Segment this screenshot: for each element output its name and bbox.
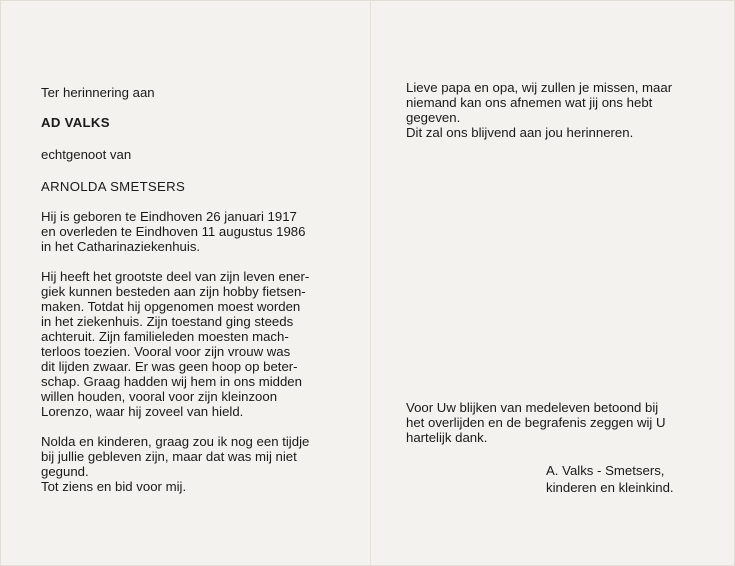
spouse-name: ARNOLDA SMETSERS [41, 179, 186, 194]
left-panel [41, 85, 326, 494]
spouse-intro-text: echtgenoot van [41, 147, 132, 162]
paragraph-line: en overleden te Eindhoven 11 augustus 1986 [41, 224, 306, 239]
intro-text: Ter herinnering aan [41, 85, 155, 100]
deceased-name: AD VALKS [41, 115, 110, 130]
paragraph-line: achteruit. Zijn familieleden moesten mach- [41, 329, 289, 344]
paragraph-line: Voor Uw blijken van medeleven betoond bij [406, 400, 659, 415]
paragraph-line: gegund. [41, 464, 89, 479]
paragraph-line: in het Catharinaziekenhuis. [41, 239, 201, 254]
paragraph-line: Tot ziens en bid voor mij. [41, 479, 187, 494]
farewell-paragraph [406, 80, 696, 140]
signature-line: kinderen en kleinkind. [546, 480, 674, 495]
paragraph-line: Lorenzo, waar hij zoveel van hield. [41, 404, 244, 419]
paragraph-line: gegeven. [406, 110, 461, 125]
paragraph-line: schap. Graag hadden wij hem in ons midden [41, 374, 302, 389]
paragraph-line: Dit zal ons blijvend aan jou herinneren. [406, 125, 634, 140]
paragraph-line: het overlijden en de begrafenis zeggen wij U [406, 415, 666, 430]
paragraph-line: hartelijk dank. [406, 430, 488, 445]
paragraph-line: niemand kan ons afnemen wat jij ons hebt [406, 95, 653, 110]
paragraph-line: Hij heeft het grootste deel van zijn leven ener- [41, 269, 310, 284]
life-paragraph [41, 269, 326, 419]
paragraph-line: maken. Totdat hij opgenomen moest worden [41, 299, 301, 314]
signature [546, 462, 706, 496]
closing-paragraph [41, 434, 326, 494]
paragraph-line: giek kunnen besteden aan zijn hobby fietsen- [41, 284, 306, 299]
paragraph-line: Hij is geboren te Eindhoven 26 januari 1917 [41, 209, 297, 224]
paragraph-line: Nolda en kinderen, graag zou ik nog een tijdje [41, 434, 310, 449]
paragraph-line: willen houden, vooral voor zijn kleinzoon [41, 389, 278, 404]
paragraph-line: dit lijden zwaar. Er was geen hoop op beter- [41, 359, 298, 374]
paragraph-line: Lieve papa en opa, wij zullen je missen, maar [406, 80, 673, 95]
birth-paragraph [41, 209, 326, 254]
paragraph-line: bij jullie gebleven zijn, maar dat was mij niet [41, 449, 297, 464]
paragraph-line: in het ziekenhuis. Zijn toestand ging steeds [41, 314, 294, 329]
signature-line: A. Valks - Smetsers, [546, 463, 665, 478]
thanks-paragraph [406, 400, 706, 445]
card-fold [370, 0, 371, 566]
paragraph-line: terloos toezien. Vooral voor zijn vrouw was [41, 344, 291, 359]
